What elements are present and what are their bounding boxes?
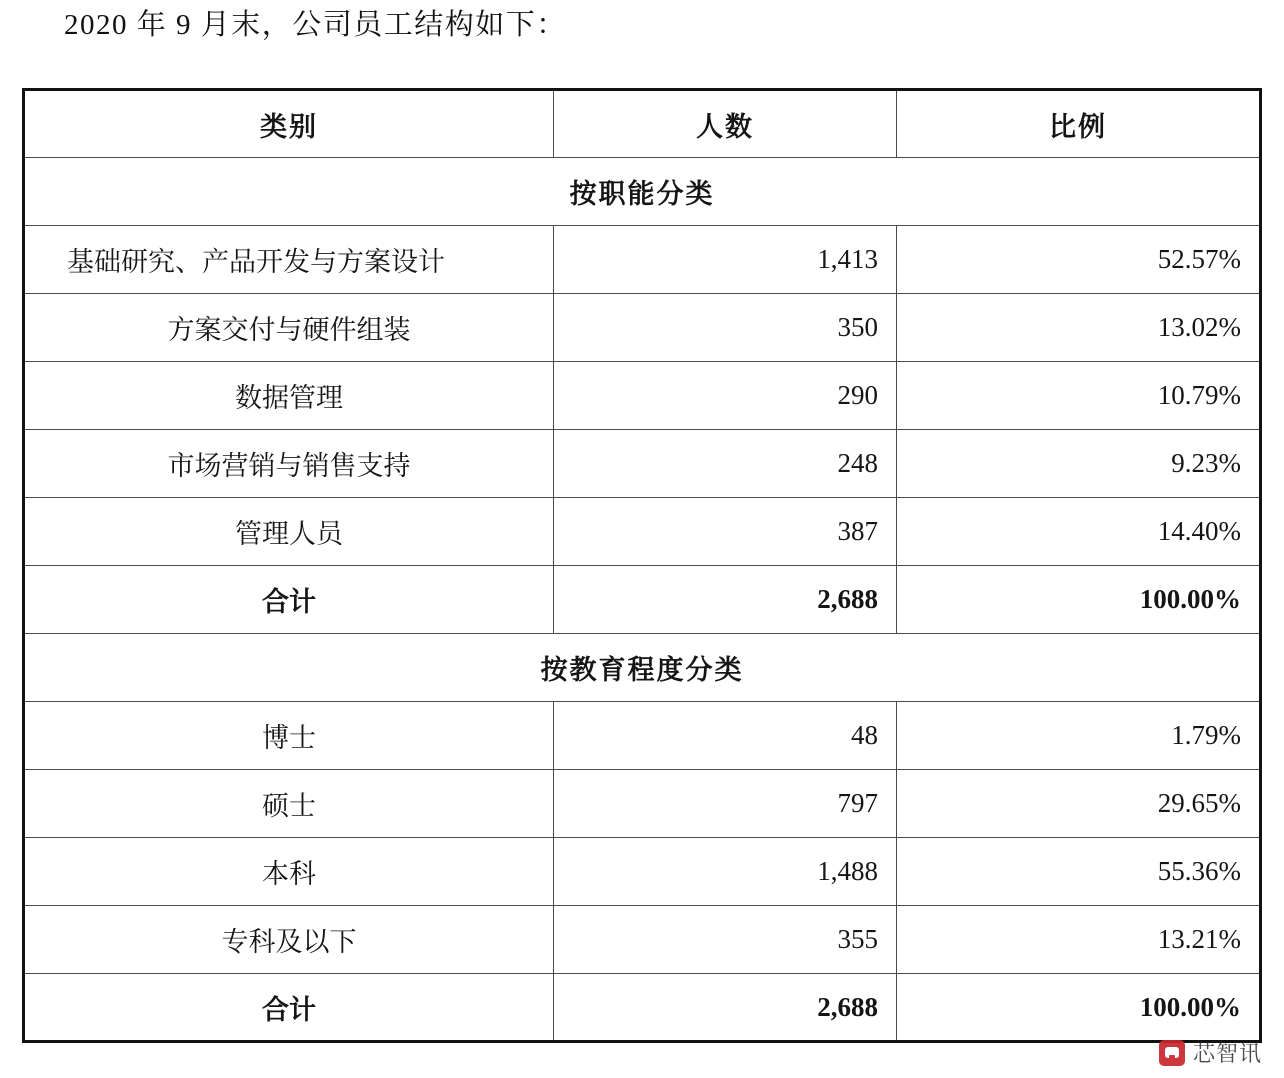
cell-count: 1,413 — [554, 226, 897, 294]
cell-category: 专科及以下 — [24, 906, 554, 974]
cell-total-count: 2,688 — [554, 974, 897, 1042]
table-row — [24, 770, 1261, 838]
cell-count: 48 — [554, 702, 897, 770]
cell-count: 797 — [554, 770, 897, 838]
section-header-row — [24, 634, 1261, 702]
table-row — [24, 906, 1261, 974]
cell-ratio: 9.23% — [897, 430, 1261, 498]
table-total-row — [24, 974, 1261, 1042]
cell-ratio: 13.02% — [897, 294, 1261, 362]
table-row — [24, 226, 1261, 294]
intro-paragraph: 2020 年 9 月末，公司员工结构如下： — [64, 9, 567, 41]
cell-count: 350 — [554, 294, 897, 362]
table-header-row — [24, 90, 1261, 158]
cell-ratio: 1.79% — [897, 702, 1261, 770]
cell-ratio: 14.40% — [897, 498, 1261, 566]
cell-total-ratio: 100.00% — [897, 566, 1261, 634]
cell-total-label: 合计 — [24, 974, 554, 1042]
table-total-row — [24, 566, 1261, 634]
column-header-category: 类别 — [24, 90, 554, 158]
cell-total-count: 2,688 — [554, 566, 897, 634]
section-title-function: 按职能分类 — [24, 158, 1261, 226]
cell-category: 硕士 — [24, 770, 554, 838]
table-row — [24, 498, 1261, 566]
table-row — [24, 294, 1261, 362]
table-row — [24, 430, 1261, 498]
table-row — [24, 838, 1261, 906]
cell-ratio: 10.79% — [897, 362, 1261, 430]
column-header-count: 人数 — [554, 90, 897, 158]
watermark-label: 芯智讯 — [1192, 1041, 1262, 1066]
cell-count: 355 — [554, 906, 897, 974]
cell-count: 248 — [554, 430, 897, 498]
cell-category: 本科 — [24, 838, 554, 906]
cell-category: 数据管理 — [24, 362, 554, 430]
cell-ratio: 55.36% — [897, 838, 1261, 906]
section-header-row — [24, 158, 1261, 226]
cell-total-label: 合计 — [24, 566, 554, 634]
cell-count: 387 — [554, 498, 897, 566]
cell-ratio: 29.65% — [897, 770, 1261, 838]
cell-ratio: 52.57% — [897, 226, 1261, 294]
table-row — [24, 362, 1261, 430]
table-row — [24, 702, 1261, 770]
cell-category: 方案交付与硬件组装 — [24, 294, 554, 362]
cell-count: 290 — [554, 362, 897, 430]
cell-total-ratio: 100.00% — [897, 974, 1261, 1042]
cell-category: 市场营销与销售支持 — [24, 430, 554, 498]
cell-category: 基础研究、产品开发与方案设计 — [24, 226, 554, 294]
employee-structure-table — [22, 88, 1262, 1043]
cell-category: 博士 — [24, 702, 554, 770]
column-header-ratio: 比例 — [897, 90, 1261, 158]
cell-count: 1,488 — [554, 838, 897, 906]
cell-category: 管理人员 — [24, 498, 554, 566]
section-title-education: 按教育程度分类 — [24, 634, 1261, 702]
cell-ratio: 13.21% — [897, 906, 1261, 974]
watermark-logo-icon — [1159, 1040, 1185, 1066]
